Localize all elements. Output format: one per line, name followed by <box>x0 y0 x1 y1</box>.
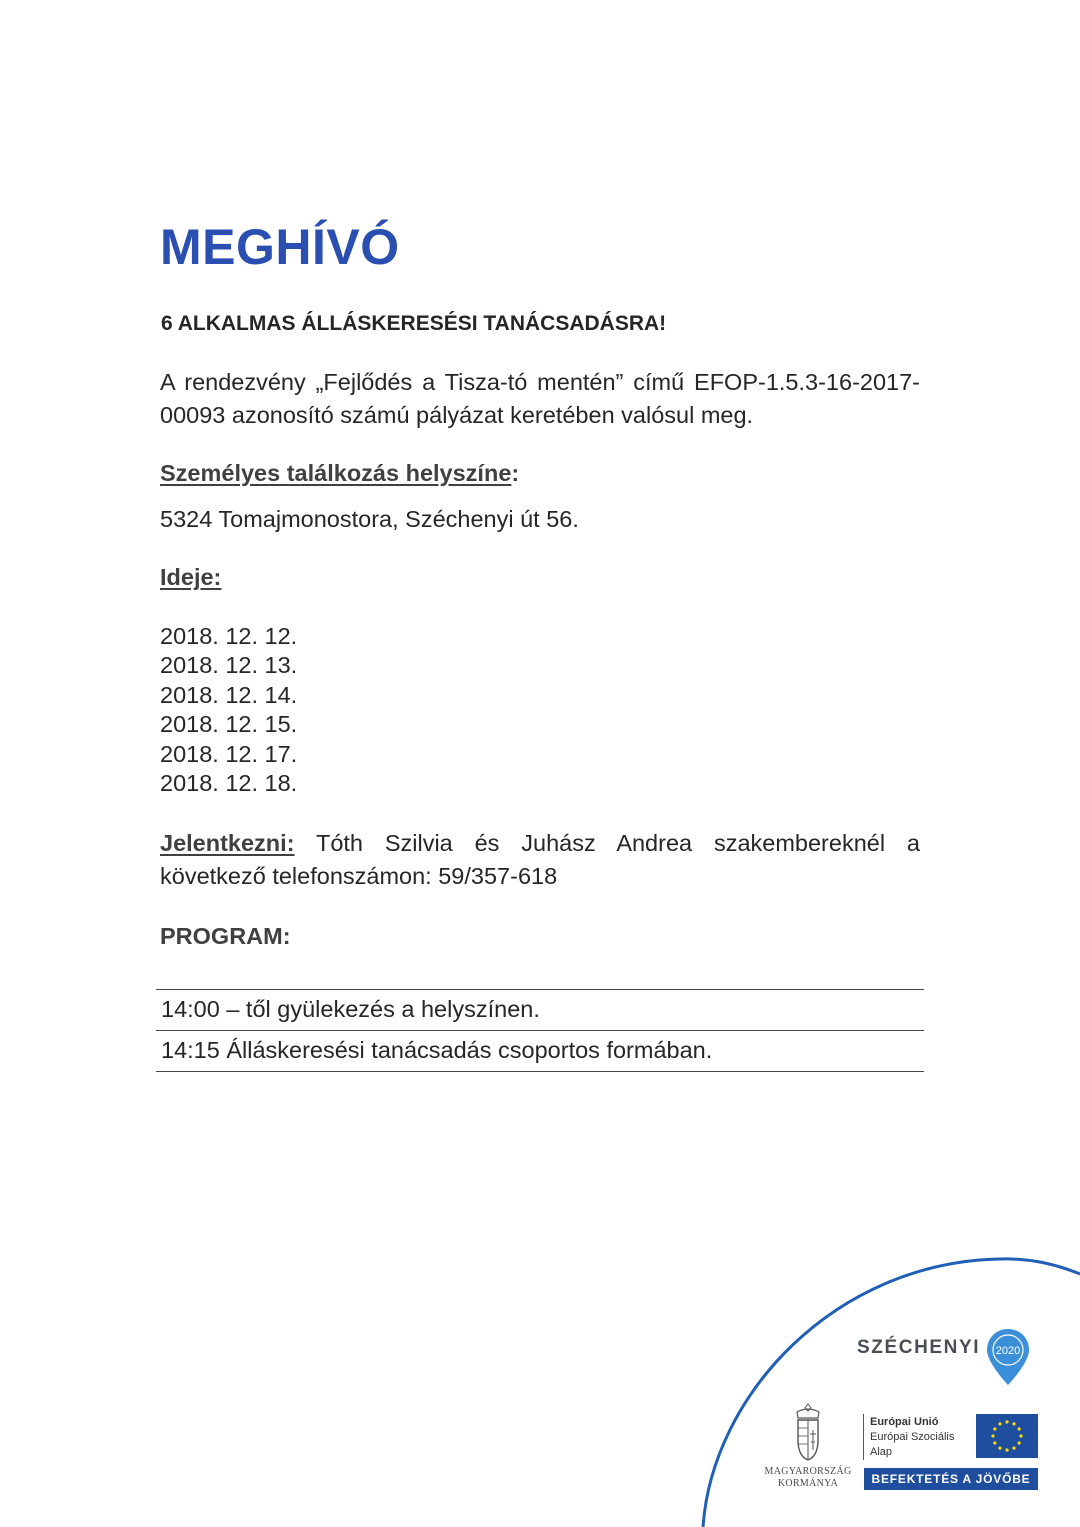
apply-heading-text: Jelentkezni: <box>160 830 295 856</box>
location-address: 5324 Tomajmonostora, Széchenyi út 56. <box>160 506 579 532</box>
invitation-subtitle: 6 ALKALMAS ÁLLÁSKERESÉSI TANÁCSADÁSRA! <box>161 312 667 335</box>
eu-star <box>1018 1427 1021 1430</box>
eu-star <box>993 1427 996 1430</box>
program-heading: PROGRAM: <box>160 923 291 949</box>
eu-line1: Európai Unió <box>870 1416 939 1428</box>
government-line2: KORMÁNYA <box>777 1478 839 1489</box>
eu-fund-label <box>870 1415 954 1460</box>
government-line1: MAGYARORSZÁG <box>764 1466 852 1477</box>
eu-divider <box>863 1414 864 1460</box>
intro-paragraph: A rendezvény „Fejlődés a Tisza-tó mentén” című EFOP-1.5.3-16-2017-00093 azonosító számú pályázat keretében valósul meg. <box>160 369 920 428</box>
eu-star <box>1012 1447 1015 1450</box>
eu-star <box>1012 1422 1015 1425</box>
program-row-text: 14:15 Álláskeresési tanácsadás csoportos formában. <box>156 1031 924 1072</box>
szechenyi-year: 2020 <box>995 1345 1021 1357</box>
eu-line2: Európai Szociális <box>870 1431 955 1443</box>
government-label <box>762 1466 854 1490</box>
eu-star <box>993 1441 996 1444</box>
date-item: 2018. 12. 14. <box>160 681 298 708</box>
eu-star <box>1018 1441 1021 1444</box>
eu-line3: Alap <box>870 1446 893 1458</box>
page-title: MEGHÍVÓ <box>160 219 400 275</box>
szechenyi-pin-icon <box>985 1327 1031 1389</box>
location-heading-text: Személyes találkozás helyszíne <box>160 460 512 486</box>
eu-flag-icon <box>976 1414 1038 1458</box>
date-item: 2018. 12. 18. <box>160 770 298 797</box>
eu-star <box>998 1447 1001 1450</box>
program-row-text: 14:00 – től gyülekezés a helyszínen. <box>156 990 924 1031</box>
eu-star <box>991 1434 994 1437</box>
eu-star <box>1005 1420 1008 1423</box>
eu-star <box>1005 1448 1008 1451</box>
szechenyi-logo-text: SZÉCHENYI <box>857 1337 981 1358</box>
location-heading-colon: : <box>511 460 520 486</box>
investing-future-banner: BEFEKTETÉS A JÖVŐBE <box>864 1468 1038 1490</box>
date-item: 2018. 12. 12. <box>160 623 298 649</box>
coat-of-arms-icon <box>792 1402 824 1464</box>
date-item: 2018. 12. 15. <box>160 711 298 738</box>
apply-text: Tóth Szilvia és Juhász Andrea szakembereknél a következő telefonszámon: 59/357-618 <box>160 830 920 889</box>
date-item: 2018. 12. 17. <box>160 740 298 767</box>
time-heading-text: Ideje: <box>160 564 222 590</box>
eu-star <box>998 1422 1001 1425</box>
eu-star <box>1019 1434 1022 1437</box>
date-item: 2018. 12. 13. <box>160 652 298 679</box>
